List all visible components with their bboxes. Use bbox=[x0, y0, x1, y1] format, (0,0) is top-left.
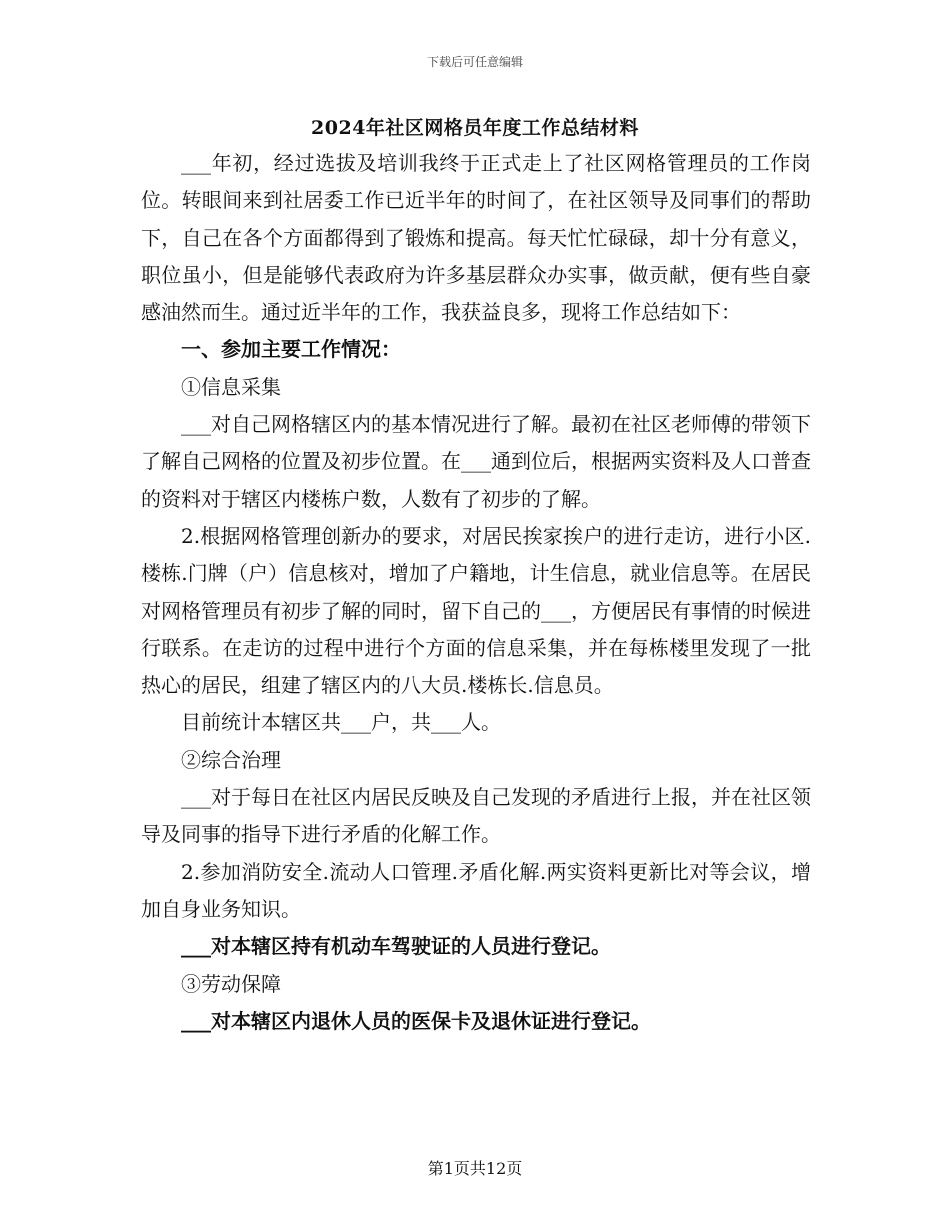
subheading-labor-security: ③劳动保障 bbox=[181, 971, 281, 996]
paragraph: ___对于每日在社区内居民反映及自己发现的矛盾进行上报，并在社区领导及同事的指导下进行矛盾的化解工作。 bbox=[141, 785, 811, 847]
header-note: 下载后可任意编辑 bbox=[426, 55, 523, 69]
page-footer: 第1页共12页 bbox=[427, 1159, 523, 1178]
document-body bbox=[141, 145, 811, 1040]
subheading-info-collection: ①信息采集 bbox=[181, 374, 281, 399]
paragraph-bold: ___对本辖区持有机动车驾驶证的人员进行登记。 bbox=[181, 934, 611, 959]
paragraph: 目前统计本辖区共___户，共___人。 bbox=[181, 710, 501, 735]
subheading-comprehensive-governance: ②综合治理 bbox=[181, 747, 281, 772]
paragraph-bold: ___对本辖区内退休人员的医保卡及退休证进行登记。 bbox=[181, 1008, 651, 1033]
paragraph: 2.参加消防安全.流动人口管理.矛盾化解.两实资料更新比对等会议，增加自身业务知识。 bbox=[141, 859, 811, 921]
section-heading-1: 一、参加主要工作情况： bbox=[181, 337, 401, 362]
paragraph-intro: ___年初，经过选拔及培训我终于正式走上了社区网格管理员的工作岗位。转眼间来到社居委工作已近半年的时间了，在社区领导及同事们的帮助下，自己在各个方面都得到了锻炼和提高。每天忙忙碌碌，却十分有意义，职位虽小，但是能够代表政府为许多基层群众办实事，做贡献，便有些自豪感油然而生。通过近半年的工作，我获益良多，现将工作总结如下： bbox=[141, 151, 811, 325]
document-title: 2024年社区网格员年度工作总结材料 bbox=[311, 117, 639, 139]
paragraph: ___对自己网格辖区内的基本情况进行了解。最初在社区老师傅的带领下了解自己网格的位置及初步位置。在___通到位后，根据两实资料及人口普查的资料对于辖区内楼栋户数，人数有了初步的了解。 bbox=[141, 412, 811, 511]
paragraph: 2.根据网格管理创新办的要求，对居民挨家挨户的进行走访，进行小区.楼栋.门牌（户）信息核对，增加了户籍地，计生信息，就业信息等。在居民对网格管理员有初步了解的同时，留下自己的___，方便居民有事情的时候进行联系。在走访的过程中进行个方面的信息采集，并在每栋楼里发现了一批热心的居民，组建了辖区内的八大员.楼栋长.信息员。 bbox=[141, 523, 811, 698]
